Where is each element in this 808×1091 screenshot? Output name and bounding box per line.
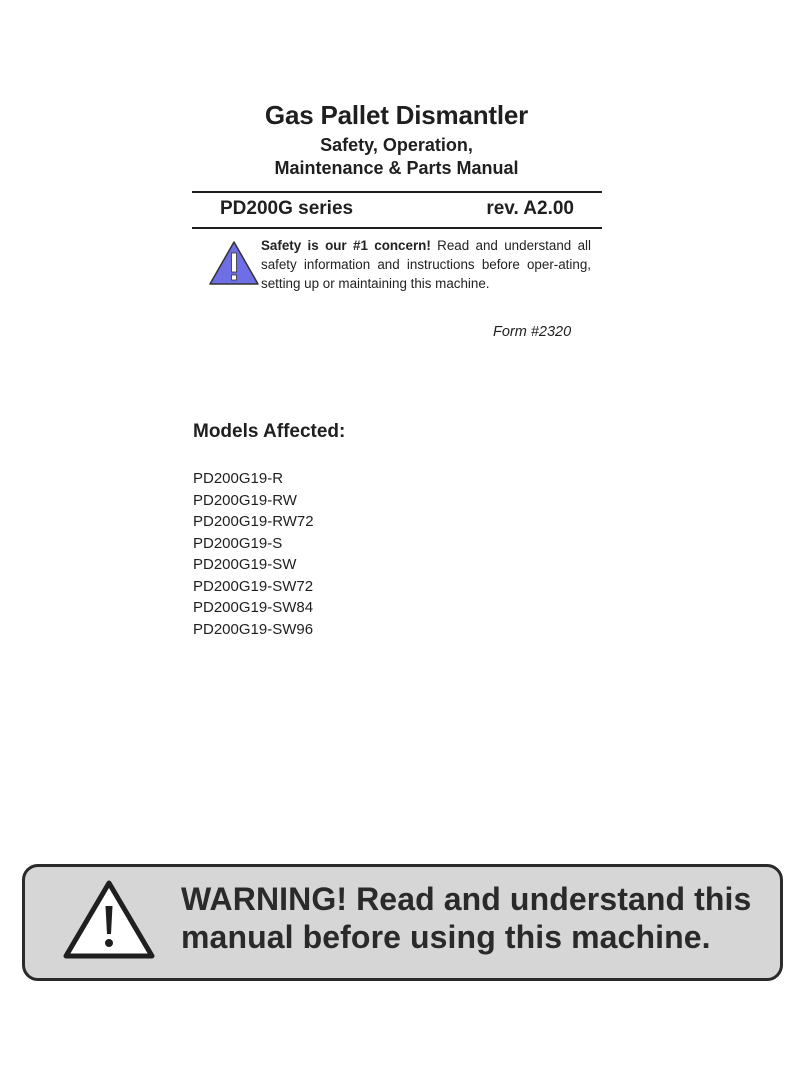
safety-notice-lead: Safety is our #1 concern! — [261, 238, 431, 253]
models-list — [193, 468, 314, 640]
list-item: PD200G19-R — [193, 470, 284, 487]
document-subtitle-line-1: Safety, Operation, — [320, 135, 473, 155]
safety-notice-body: Read and understand all safety information and instructions before oper-ating, setting up or maintaining this machine. — [261, 238, 591, 291]
list-item: PD200G19-SW72 — [193, 577, 314, 595]
series-label: PD200G series — [220, 198, 354, 219]
bottom-rule — [192, 227, 602, 229]
top-rule — [192, 191, 602, 193]
warning-line-2: manual before using this machine. — [181, 919, 711, 955]
models-heading: Models Affected: — [193, 421, 346, 442]
warning-triangle-icon — [208, 240, 260, 286]
warning-text — [181, 880, 751, 956]
list-item: PD200G19-SW84 — [193, 599, 314, 616]
warning-triangle-icon — [62, 878, 156, 960]
list-item: PD200G19-S — [193, 534, 283, 552]
list-item: PD200G19-RW — [193, 491, 297, 509]
safety-notice — [261, 236, 591, 293]
list-item: PD200G19-SW96 — [193, 620, 314, 638]
list-item: PD200G19-RW72 — [193, 513, 314, 530]
warning-line-1: WARNING! Read and understand this — [181, 881, 752, 917]
form-number: Form #2320 — [493, 324, 572, 340]
list-item: PD200G19-SW — [193, 556, 297, 573]
document-title: Gas Pallet Dismantler — [264, 100, 529, 130]
revision-label: rev. A2.00 — [486, 198, 574, 219]
document-subtitle-line-2: Maintenance & Parts Manual — [274, 158, 519, 178]
